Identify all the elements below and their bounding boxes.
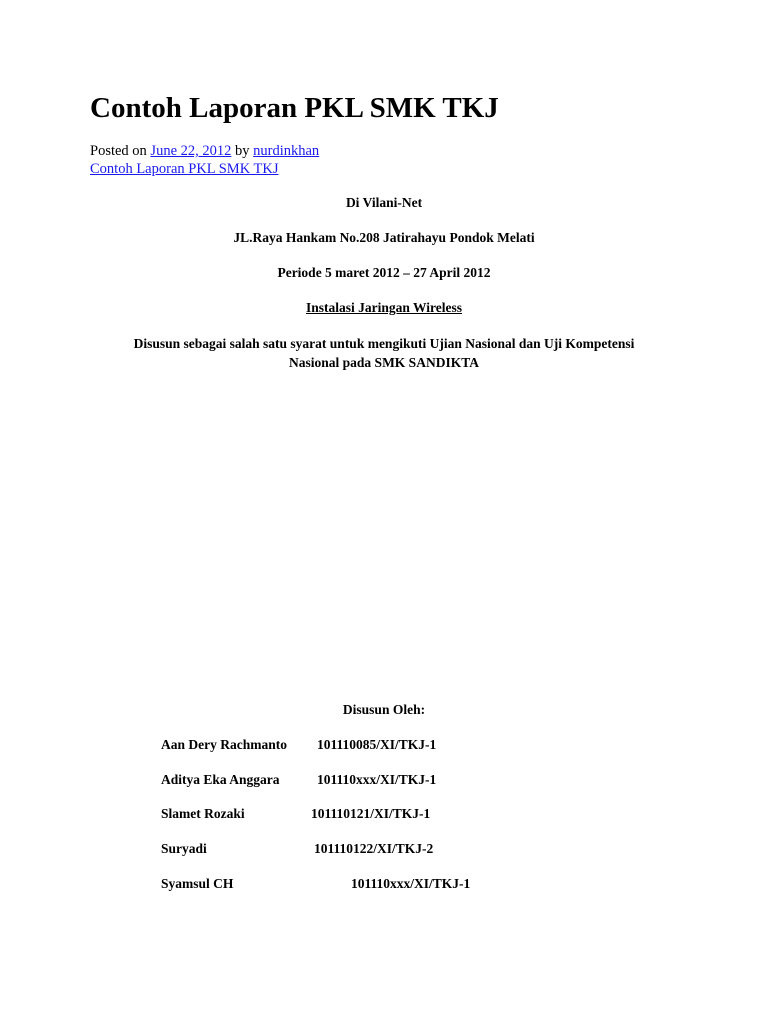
author-id: 101110122/XI/TKJ-2 <box>314 841 434 856</box>
report-address: JL.Raya Hankam No.208 Jatirahayu Pondok Melati <box>233 230 535 245</box>
author-id: 101110xxx/XI/TKJ-1 <box>317 772 437 787</box>
page-title: Contoh Laporan PKL SMK TKJ <box>90 92 499 124</box>
report-description <box>96 334 672 372</box>
author-id: 101110xxx/XI/TKJ-1 <box>351 876 471 891</box>
author-name: Syamsul CH <box>161 876 234 891</box>
report-location: Di Vilani-Net <box>345 195 423 210</box>
post-date-link[interactable]: June 22, 2012 <box>150 143 232 159</box>
report-period: Periode 5 maret 2012 – 27 April 2012 <box>277 265 491 280</box>
author-link[interactable]: nurdinkhan <box>253 143 320 159</box>
category-link[interactable]: Contoh Laporan PKL SMK TKJ <box>90 161 279 177</box>
author-name: Aditya Eka Anggara <box>161 772 280 787</box>
post-meta <box>90 142 319 178</box>
author-name: Suryadi <box>161 841 207 856</box>
report-topic <box>0 299 768 317</box>
author-id: 101110121/XI/TKJ-1 <box>311 806 431 821</box>
posted-on-label: Posted on <box>90 143 147 159</box>
report-topic-text: Instalasi Jaringan Wireless <box>305 300 463 315</box>
byline <box>90 142 319 160</box>
report-description-line-2: Nasional pada SMK SANDIKTA <box>289 355 479 370</box>
report-description-line-1: Disusun sebagai salah satu syarat untuk mengikuti Ujian Nasional dan Uji Kompetensi <box>133 336 635 351</box>
by-label: by <box>235 143 250 159</box>
author-name: Slamet Rozaki <box>161 806 245 821</box>
authors-heading: Disusun Oleh: <box>342 702 426 717</box>
author-id: 101110085/XI/TKJ-1 <box>317 737 437 752</box>
author-name: Aan Dery Rachmanto <box>161 737 287 752</box>
